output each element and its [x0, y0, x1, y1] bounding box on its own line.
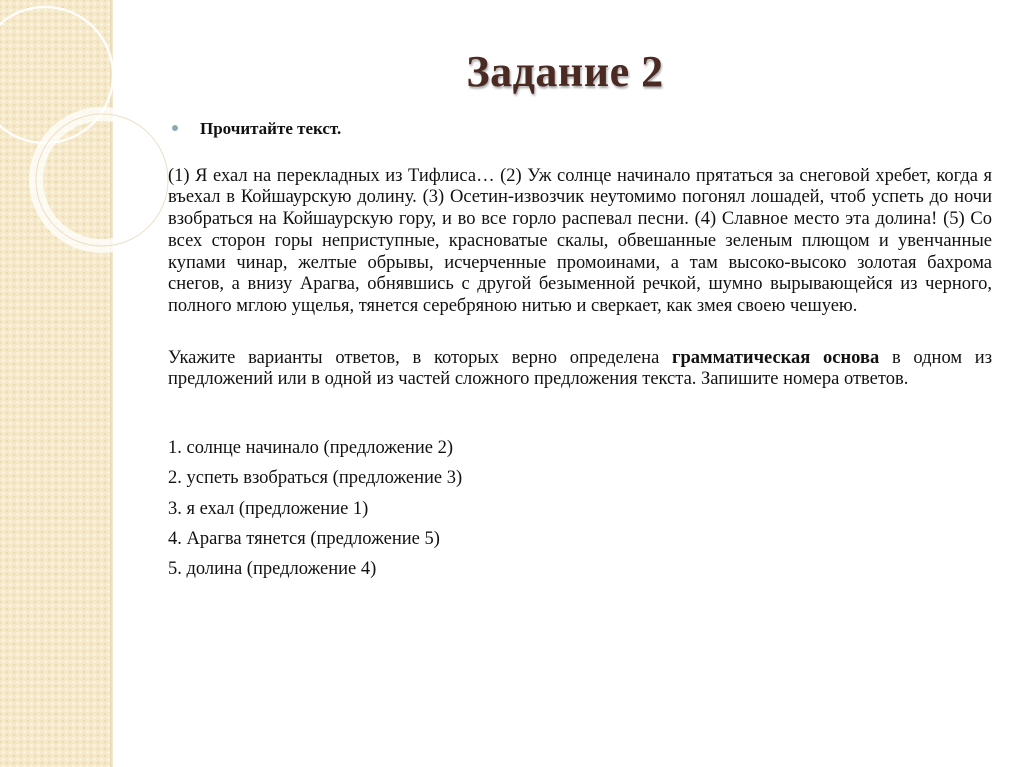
task-text-before: Укажите варианты ответов, в которых верно определена [168, 347, 673, 368]
answer-option-4: 4. Арагва тянется (предложение 5) [168, 528, 440, 549]
answer-option-3: 3. я ехал (предложение 1) [168, 498, 369, 519]
task-text-after: в одном из предложений или в одной из частей сложного предложения текста. Запишите номера ответов. [168, 347, 993, 390]
instruction-text: Прочитайте текст. [200, 119, 342, 138]
answer-option-2: 2. успеть взобраться (предложение 3) [168, 468, 463, 489]
task-statement [168, 348, 992, 391]
task-emphasis: грамматическая основа [672, 347, 880, 368]
bullet-dot-icon [172, 125, 178, 131]
slide-title: Задание 2 [466, 47, 664, 96]
reading-passage: (1) Я ехал на перекладных из Тифлиса… (2) Уж солнце начинало прятаться за снеговой хребет, когда я въехал в Койшаурскую долину. (3) Осетин-извозчик неутомимо погонял лошадей, чтоб успеть до ночи взобраться на Койшаурскую гору, и во все горло распевал песни. (4) Славное место эта долина! (5) Со всех сторон горы неприступные, красноватые скалы, обвешанные зеленым плющом и увенчанные купами чинар, желтые обрывы, исчерченные промоинами, а там высоко-высоко золотая бахрома снегов, а внизу Арагва, обнявшись с другой безыменной речкой, шумно вырывающейся из черного, полного мглою ущелья, тянется серебряною нитью и сверкает, как змея своею чешуею. [168, 165, 992, 316]
slide-content [168, 118, 992, 585]
answer-option-5: 5. долина (предложение 4) [168, 559, 377, 580]
instruction-bullet [168, 118, 992, 140]
side-panel-edge [110, 0, 113, 767]
decorative-side-panel [0, 0, 110, 767]
answer-list [168, 433, 992, 584]
answer-option-1: 1. солнце начинало (предложение 2) [168, 438, 454, 459]
